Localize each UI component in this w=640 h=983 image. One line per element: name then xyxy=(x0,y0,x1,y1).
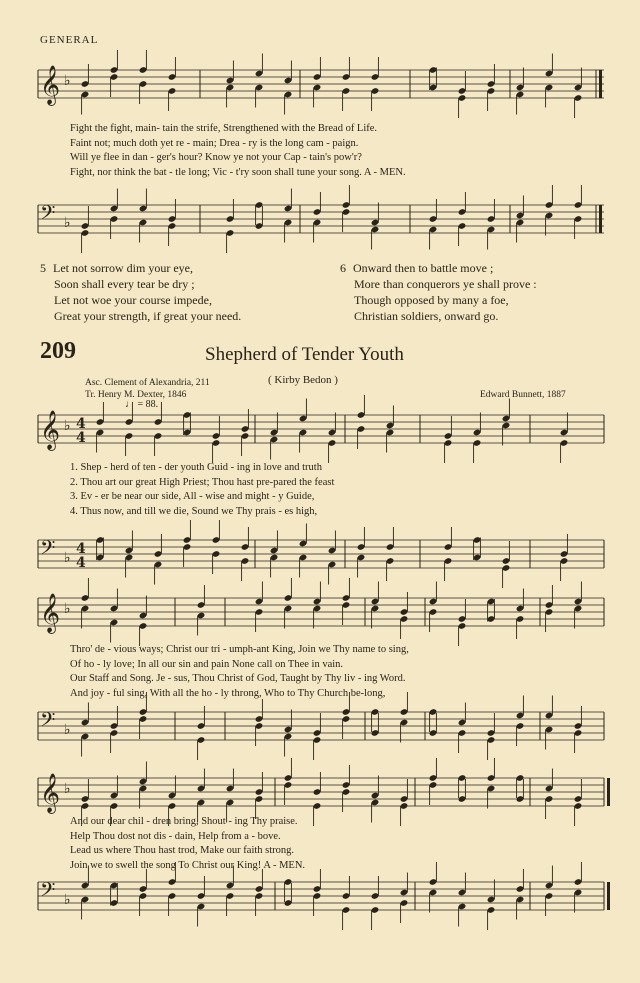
composer-credit: Edward Bunnett, 1887 xyxy=(480,390,566,400)
lyric-line: Join we to swell the song To Christ our King! A - MEN. xyxy=(70,859,306,871)
final-barline xyxy=(607,778,610,806)
lyric-line: 1. Shep - herd of ten - der youth Guid - ing in love and truth xyxy=(70,462,322,473)
lyric-line: 4. Thus now, and till we die, Sound we Thy prais - es high, xyxy=(70,505,318,517)
tune-name: ( Kirby Bedon ) xyxy=(268,374,338,386)
lyric-line: Our Staff and Song. Je - sus, Thou Christ of God, Taught by Thy liv - ing Word. xyxy=(70,673,406,684)
verse-line: Let not sorrow dim your eye, xyxy=(53,261,193,275)
treble-clef-icon: 𝄞 xyxy=(40,65,61,105)
flat-icon: ♭ xyxy=(64,601,71,617)
verse-number: 6 xyxy=(340,261,346,275)
lyric-line: And our dear chil - dren bring, Shout - ing Thy praise. xyxy=(70,816,298,827)
verse-line: Though opposed by many a foe, xyxy=(354,293,509,307)
hymn-number: 209 xyxy=(40,338,76,364)
system-1-lyrics xyxy=(70,461,610,519)
verse-line: Christian soldiers, onward go. xyxy=(354,309,499,323)
verse-6 xyxy=(340,260,537,324)
system-2-lyrics xyxy=(70,643,610,701)
lyric-line: Of ho - ly love; In all our sin and pain None call on Thee in vain. xyxy=(70,658,344,670)
prev-hymn-lyrics xyxy=(70,122,610,180)
author-credit xyxy=(85,377,210,401)
flat-icon: ♭ xyxy=(64,73,71,89)
lyric-line: Help Thou dost not dis - dain, Help from a - bove. xyxy=(70,830,281,842)
bass-clef-icon: 𝄢 xyxy=(40,536,56,564)
verse-line: Soon shall every tear be dry ; xyxy=(54,277,195,291)
bass-clef-icon: 𝄢 xyxy=(40,878,56,906)
flat-icon: ♭ xyxy=(64,892,71,908)
treble-clef-icon: 𝄞 xyxy=(40,593,61,633)
treble-clef-icon: 𝄞 xyxy=(40,410,61,450)
author-line: Asc. Clement of Alexandria, 211 xyxy=(85,378,210,388)
system-3-lyrics xyxy=(70,815,610,873)
flat-icon: ♭ xyxy=(64,418,71,434)
lyric-line: Fight, nor think the bat - tle long; Vic - t'ry soon shall tune your song. A - MEN. xyxy=(70,166,406,178)
verse-line: Onward then to battle move ; xyxy=(353,261,494,275)
flat-icon: ♭ xyxy=(64,550,71,566)
flat-icon: ♭ xyxy=(64,722,71,738)
lyric-line: Faint not; much doth yet re - main; Drea - ry is the long cam - paign. xyxy=(70,137,359,149)
time-signature-bottom: 4 xyxy=(76,555,86,571)
time-signature-bottom: 4 xyxy=(76,430,86,446)
flat-icon: ♭ xyxy=(64,215,71,231)
flat-icon: ♭ xyxy=(64,781,71,797)
final-barline xyxy=(599,205,602,233)
lyric-line: Fight the fight, main- tain the strife, Strengthened with the Bread of Life. xyxy=(70,123,378,134)
treble-clef-icon: 𝄞 xyxy=(40,773,61,813)
lyric-line: 2. Thou art our great High Priest; Thou hast pre-pared the feast xyxy=(70,476,335,488)
lyric-line: Thro' de - vious ways; Christ our tri - umph-ant King, Join we Thy name to sing, xyxy=(70,644,409,655)
verse-number: 5 xyxy=(40,261,46,275)
time-signature-top: 4 xyxy=(76,416,86,432)
final-barline xyxy=(607,882,610,910)
final-barline xyxy=(599,70,602,98)
bass-clef-icon: 𝄢 xyxy=(40,708,56,736)
verse-line: More than conquerors ye shall prove : xyxy=(354,277,537,291)
verse-line: Let not woe your course impede, xyxy=(54,293,212,307)
translator-line: Tr. Henry M. Dexter, 1846 xyxy=(85,390,187,400)
verse-line: Great your strength, if great your need. xyxy=(54,309,242,323)
lyric-line: And joy - ful sing, With all the ho - ly throng, Who to Thy Church be-long, xyxy=(70,687,386,699)
lyric-line: 3. Ev - er be near our side, All - wise and might - y Guide, xyxy=(70,491,315,502)
running-head: GENERAL xyxy=(40,34,99,46)
time-signature-top: 4 xyxy=(76,541,86,557)
bass-clef-icon: 𝄢 xyxy=(40,201,56,229)
verse-5 xyxy=(40,260,241,324)
quarter-note-icon: ♩ xyxy=(125,399,135,410)
lyric-line: Will ye flee in dan - ger's hour? Know ye not your Cap - tain's pow'r? xyxy=(70,152,362,163)
lyric-line: Lead us where Thou hast trod, Make our faith strong. xyxy=(70,845,295,856)
hymn-title: Shepherd of Tender Youth xyxy=(205,344,404,365)
tempo-marking: ♩ = 88. xyxy=(125,399,159,410)
